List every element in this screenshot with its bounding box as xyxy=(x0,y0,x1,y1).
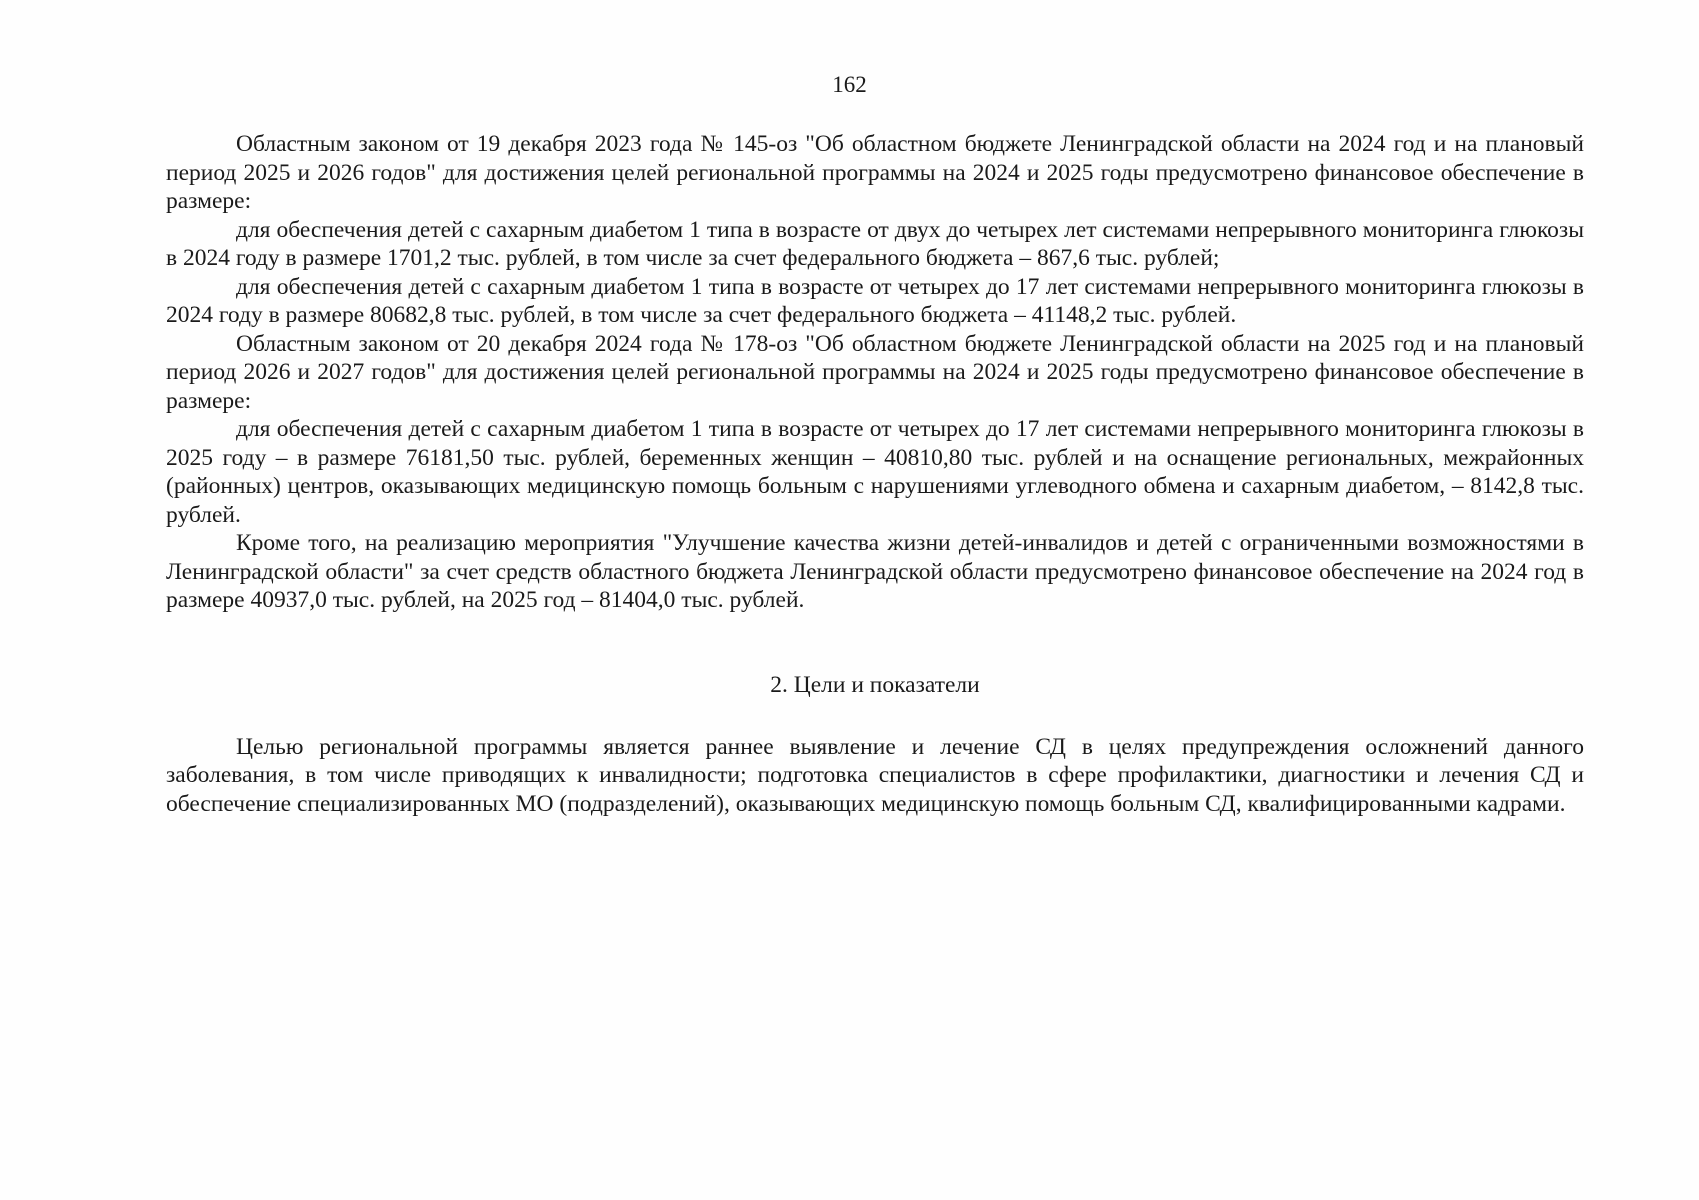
paragraph-funding-2025: для обеспечения детей с сахарным диабетом 1 типа в возрасте от четырех до 17 лет системами непрерывного мониторинга глюкозы в 2025 году – в размере 76181,50 тыс. рублей, беременных женщин – 40810,80 тыс. рублей и на оснащение региональных, межрайонных (районных) центров, оказывающих медицинскую помощь больным с нарушениями углеводного обмена и сахарным диабетом, – 8142,8 тыс. рублей. xyxy=(166,416,1584,528)
paragraph-additional-measure: Кроме того, на реализацию мероприятия "Улучшение качества жизни детей-инвалидов и детей с ограниченными возможностями в Ленинградской области" за счет средств областного бюджета Ленинградской области предусмотрено финансовое обеспечение на 2024 год в размере 40937,0 тыс. рублей, на 2025 год – 81404,0 тыс. рублей. xyxy=(166,530,1584,613)
spacer xyxy=(166,699,1584,733)
paragraph-law-2024: Областным законом от 20 декабря 2024 года № 178-оз "Об областном бюджете Ленинградской области на 2025 год и на плановый период 2026 и 2027 годов" для достижения целей региональной программы на 2024 и 2025 годы предусмотрено финансовое обеспечение в размере: xyxy=(166,330,1584,414)
section-heading: 2. Цели и показатели xyxy=(770,671,980,698)
paragraph-program-goal: Целью региональной программы является раннее выявление и лечение СД в целях предупреждения осложнений данного заболевания, в том числе приводящих к инвалидности; подготовка специалистов в сфере профилактики, диагностики и лечения СД и обеспечение специализированных МО (подразделений), оказывающих медицинскую помощь больным СД, квалифицированными кадрами. xyxy=(166,733,1584,817)
paragraph-funding-4-17-years-2024: для обеспечения детей с сахарным диабетом 1 типа в возрасте от четырех до 17 лет системами непрерывного мониторинга глюкозы в 2024 году в размере 80682,8 тыс. рублей, в том числе за счет федерального бюджета – 41148,2 тыс. рублей. xyxy=(166,273,1584,328)
spacer xyxy=(166,615,1584,671)
paragraph-law-2023: Областным законом от 19 декабря 2023 года № 145-оз "Об областном бюджете Ленинградской области на 2024 год и на плановый период 2025 и 2026 годов" для достижения целей региональной программы на 2024 и 2025 годы предусмотрено финансовое обеспечение в размере: xyxy=(166,131,1584,214)
document-body xyxy=(166,130,1584,818)
page-number: 162 xyxy=(832,72,867,97)
paragraph-funding-2-4-years: для обеспечения детей с сахарным диабетом 1 типа в возрасте от двух до четырех лет системами непрерывного мониторинга глюкозы в 2024 году в размере 1701,2 тыс. рублей, в том числе за счет федерального бюджета – 867,6 тыс. рублей; xyxy=(166,216,1584,271)
